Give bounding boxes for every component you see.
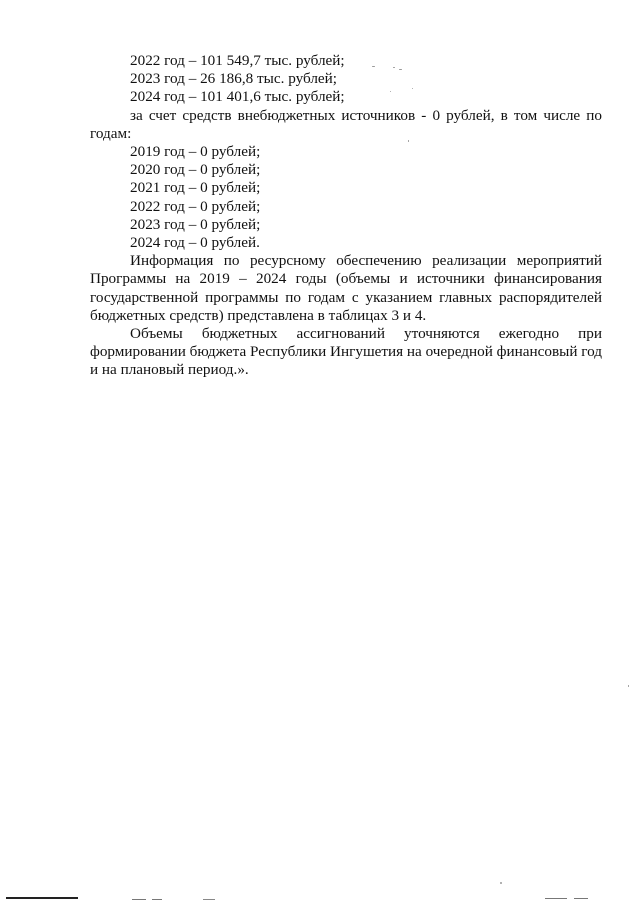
funding-line-2022: 2022 год – 101 549,7 тыс. рублей; bbox=[130, 52, 345, 69]
resource-info-paragraph: Информация по ресурсному обеспечению реализации мероприятий Программы на 2019 – 2024 годы (объемы и источники финансирования государственной программы по годам с указанием главных распорядителей бюджетных средств) представлена в таблицах 3 и 4. bbox=[90, 252, 602, 324]
document-body bbox=[90, 52, 602, 380]
offbudget-line-2022: 2022 год – 0 рублей; bbox=[130, 197, 261, 215]
scan-edge-mark bbox=[203, 899, 215, 900]
scan-speck bbox=[399, 69, 402, 70]
scan-edge-mark bbox=[574, 898, 588, 899]
offbudget-line-2023: 2023 год – 0 рублей; bbox=[130, 215, 261, 233]
offbudget-line-2021: 2021 год – 0 рублей; bbox=[130, 179, 261, 197]
scan-edge-mark bbox=[132, 899, 146, 900]
scan-edge-mark bbox=[152, 899, 162, 900]
funding-line-2024: 2024 год – 101 401,6 тыс. рублей; bbox=[130, 88, 345, 106]
offbudget-line-2024: 2024 год – 0 рублей. bbox=[130, 234, 260, 252]
scan-speck bbox=[412, 88, 413, 89]
scan-speck bbox=[393, 67, 395, 68]
offbudget-line-2019: 2019 год – 0 рублей; bbox=[130, 143, 261, 161]
offbudget-intro-continuation: годам: bbox=[90, 124, 132, 142]
scan-speck bbox=[628, 685, 629, 687]
scan-edge-line bbox=[6, 897, 78, 899]
offbudget-intro-line: за счет средств внебюджетных источников - 0 рублей, в том числе по bbox=[130, 106, 602, 124]
scan-speck bbox=[500, 882, 502, 884]
funding-line-2023: 2023 год – 26 186,8 тыс. рублей; bbox=[130, 70, 338, 88]
scan-edge-mark bbox=[545, 898, 567, 899]
scan-speck bbox=[390, 91, 391, 92]
scan-speck bbox=[408, 140, 409, 142]
scan-speck bbox=[372, 66, 375, 67]
budget-allocations-paragraph: Объемы бюджетных ассигнований уточняются ежегодно при формировании бюджета Республики Ингушетия на очередной финансовый год и на плановый период.». bbox=[90, 325, 603, 379]
offbudget-line-2020: 2020 год – 0 рублей; bbox=[130, 161, 261, 179]
